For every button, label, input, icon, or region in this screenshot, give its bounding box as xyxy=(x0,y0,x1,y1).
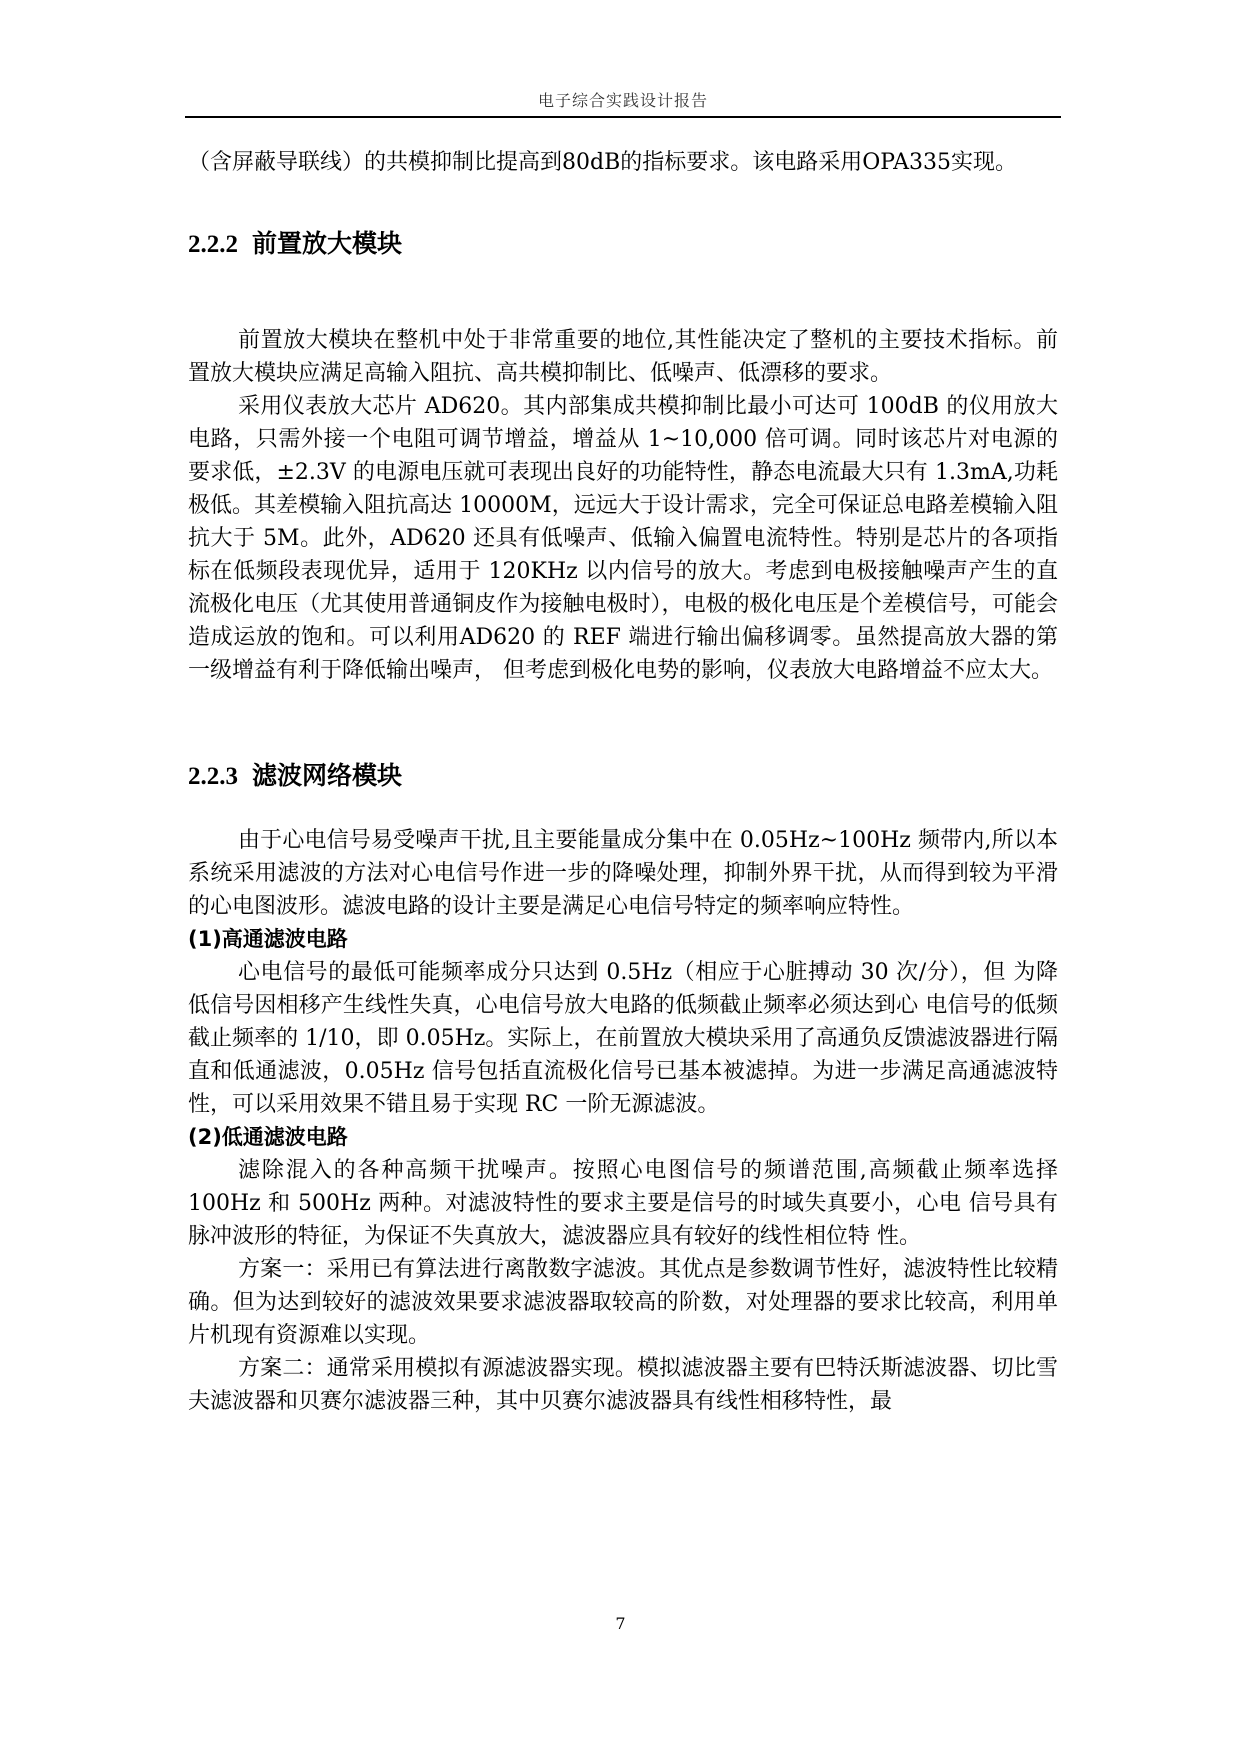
paragraph: 滤除混入的各种高频干扰噪声。按照心电图信号的频谱范围,高频截止频率选择 100Hz 和 500Hz 两种。对滤波特性的要求主要是信号的时域失真要小，心电 信号具有脉冲波形的特征，为保证不失真放大，滤波器应具有较好的线性相位特 性。 xyxy=(188,1158,1058,1249)
header-rule xyxy=(185,116,1061,118)
subsection-heading-highpass: (1)高通滤波电路 xyxy=(188,927,348,951)
paragraph: 方案一：采用已有算法进行离散数字滤波。其优点是参数调节性好，滤波特性比较精确。但为达到较好的滤波效果要求滤波器取较高的阶数，对处理器的要求比较高，利用单片机现有资源难以实现。 xyxy=(188,1257,1058,1348)
paragraph: 采用仪表放大芯片 AD620。其内部集成共模抑制比最小可达可 100dB 的仪用放大电路，只需外接一个电阻可调节增益，增益从 1~10,000 倍可调。同时该芯片对电源的要求低，±2.3V 的电源电压就可表现出良好的功能特性，静态电流最大只有 1.3mA,功耗极低。其差模输入阻抗高达 10000M，远远大于设计需求，完全可保证总电路差模输入阻抗大于 5M。此外，AD620 还具有低噪声、低输入偏置电流特性。特别是芯片的各项指标在低频段表现优异，适用于 120KHz 以内信号的放大。考虑到电极接触噪声产生的直流极化电压（尤其使用普通铜皮作为接触电极时），电极的极化电压是个差模信号，可能会造成运放的饱和。可以利用AD620 的 REF 端进行输出偏移调零。虽然提高放大器的第一级增益有利于降低输出噪声， 但考虑到极化电势的影响，仪表放大电路增益不应太大。 xyxy=(188,394,1058,683)
page-number: 7 xyxy=(615,1614,626,1633)
section-heading-2-2-2 xyxy=(188,227,1058,261)
page-body xyxy=(188,146,1058,1418)
subsection-heading-lowpass: (2)低通滤波电路 xyxy=(188,1125,348,1149)
paragraph: 方案二：通常采用模拟有源滤波器实现。模拟滤波器主要有巴特沃斯滤波器、切比雪夫滤波器和贝赛尔滤波器三种，其中贝赛尔滤波器具有线性相移特性，最 xyxy=(188,1356,1058,1414)
intro-paragraph: （含屏蔽导联线）的共模抑制比提高到80dB的指标要求。该电路采用OPA335实现。 xyxy=(188,150,1017,175)
section-title: 滤波网络模块 xyxy=(252,761,403,790)
running-header: 电子综合实践设计报告 xyxy=(537,91,708,110)
paragraph: 前置放大模块在整机中处于非常重要的地位,其性能决定了整机的主要技术指标。前置放大模块应满足高输入阻抗、高共模抑制比、低噪声、低漂移的要求。 xyxy=(188,328,1058,386)
paragraph: 心电信号的最低可能频率成分只达到 0.5Hz（相应于心脏搏动 30 次/分），但 为降低信号因相移产生线性失真，心电信号放大电路的低频截止频率必须达到心 电信号的低频截止频率的 1/10，即 0.05Hz。实际上，在前置放大模块采用了高通负反馈滤波器进行隔直和低通滤波，0.05Hz 信号包括直流极化信号已基本被滤掉。为进一步满足高通滤波特性，可以采用效果不错且易于实现 RC 一阶无源滤波。 xyxy=(188,960,1058,1117)
section-number: 2.2.2 xyxy=(188,231,238,258)
section-title: 前置放大模块 xyxy=(252,229,403,258)
section-heading-2-2-3 xyxy=(188,759,1058,793)
section-number: 2.2.3 xyxy=(188,763,238,790)
paragraph: 由于心电信号易受噪声干扰,且主要能量成分集中在 0.05Hz~100Hz 频带内,所以本系统采用滤波的方法对心电信号作进一步的降噪处理，抑制外界干扰，从而得到较为平滑的心电图波形。滤波电路的设计主要是满足心电信号特定的频率响应特性。 xyxy=(188,828,1058,919)
